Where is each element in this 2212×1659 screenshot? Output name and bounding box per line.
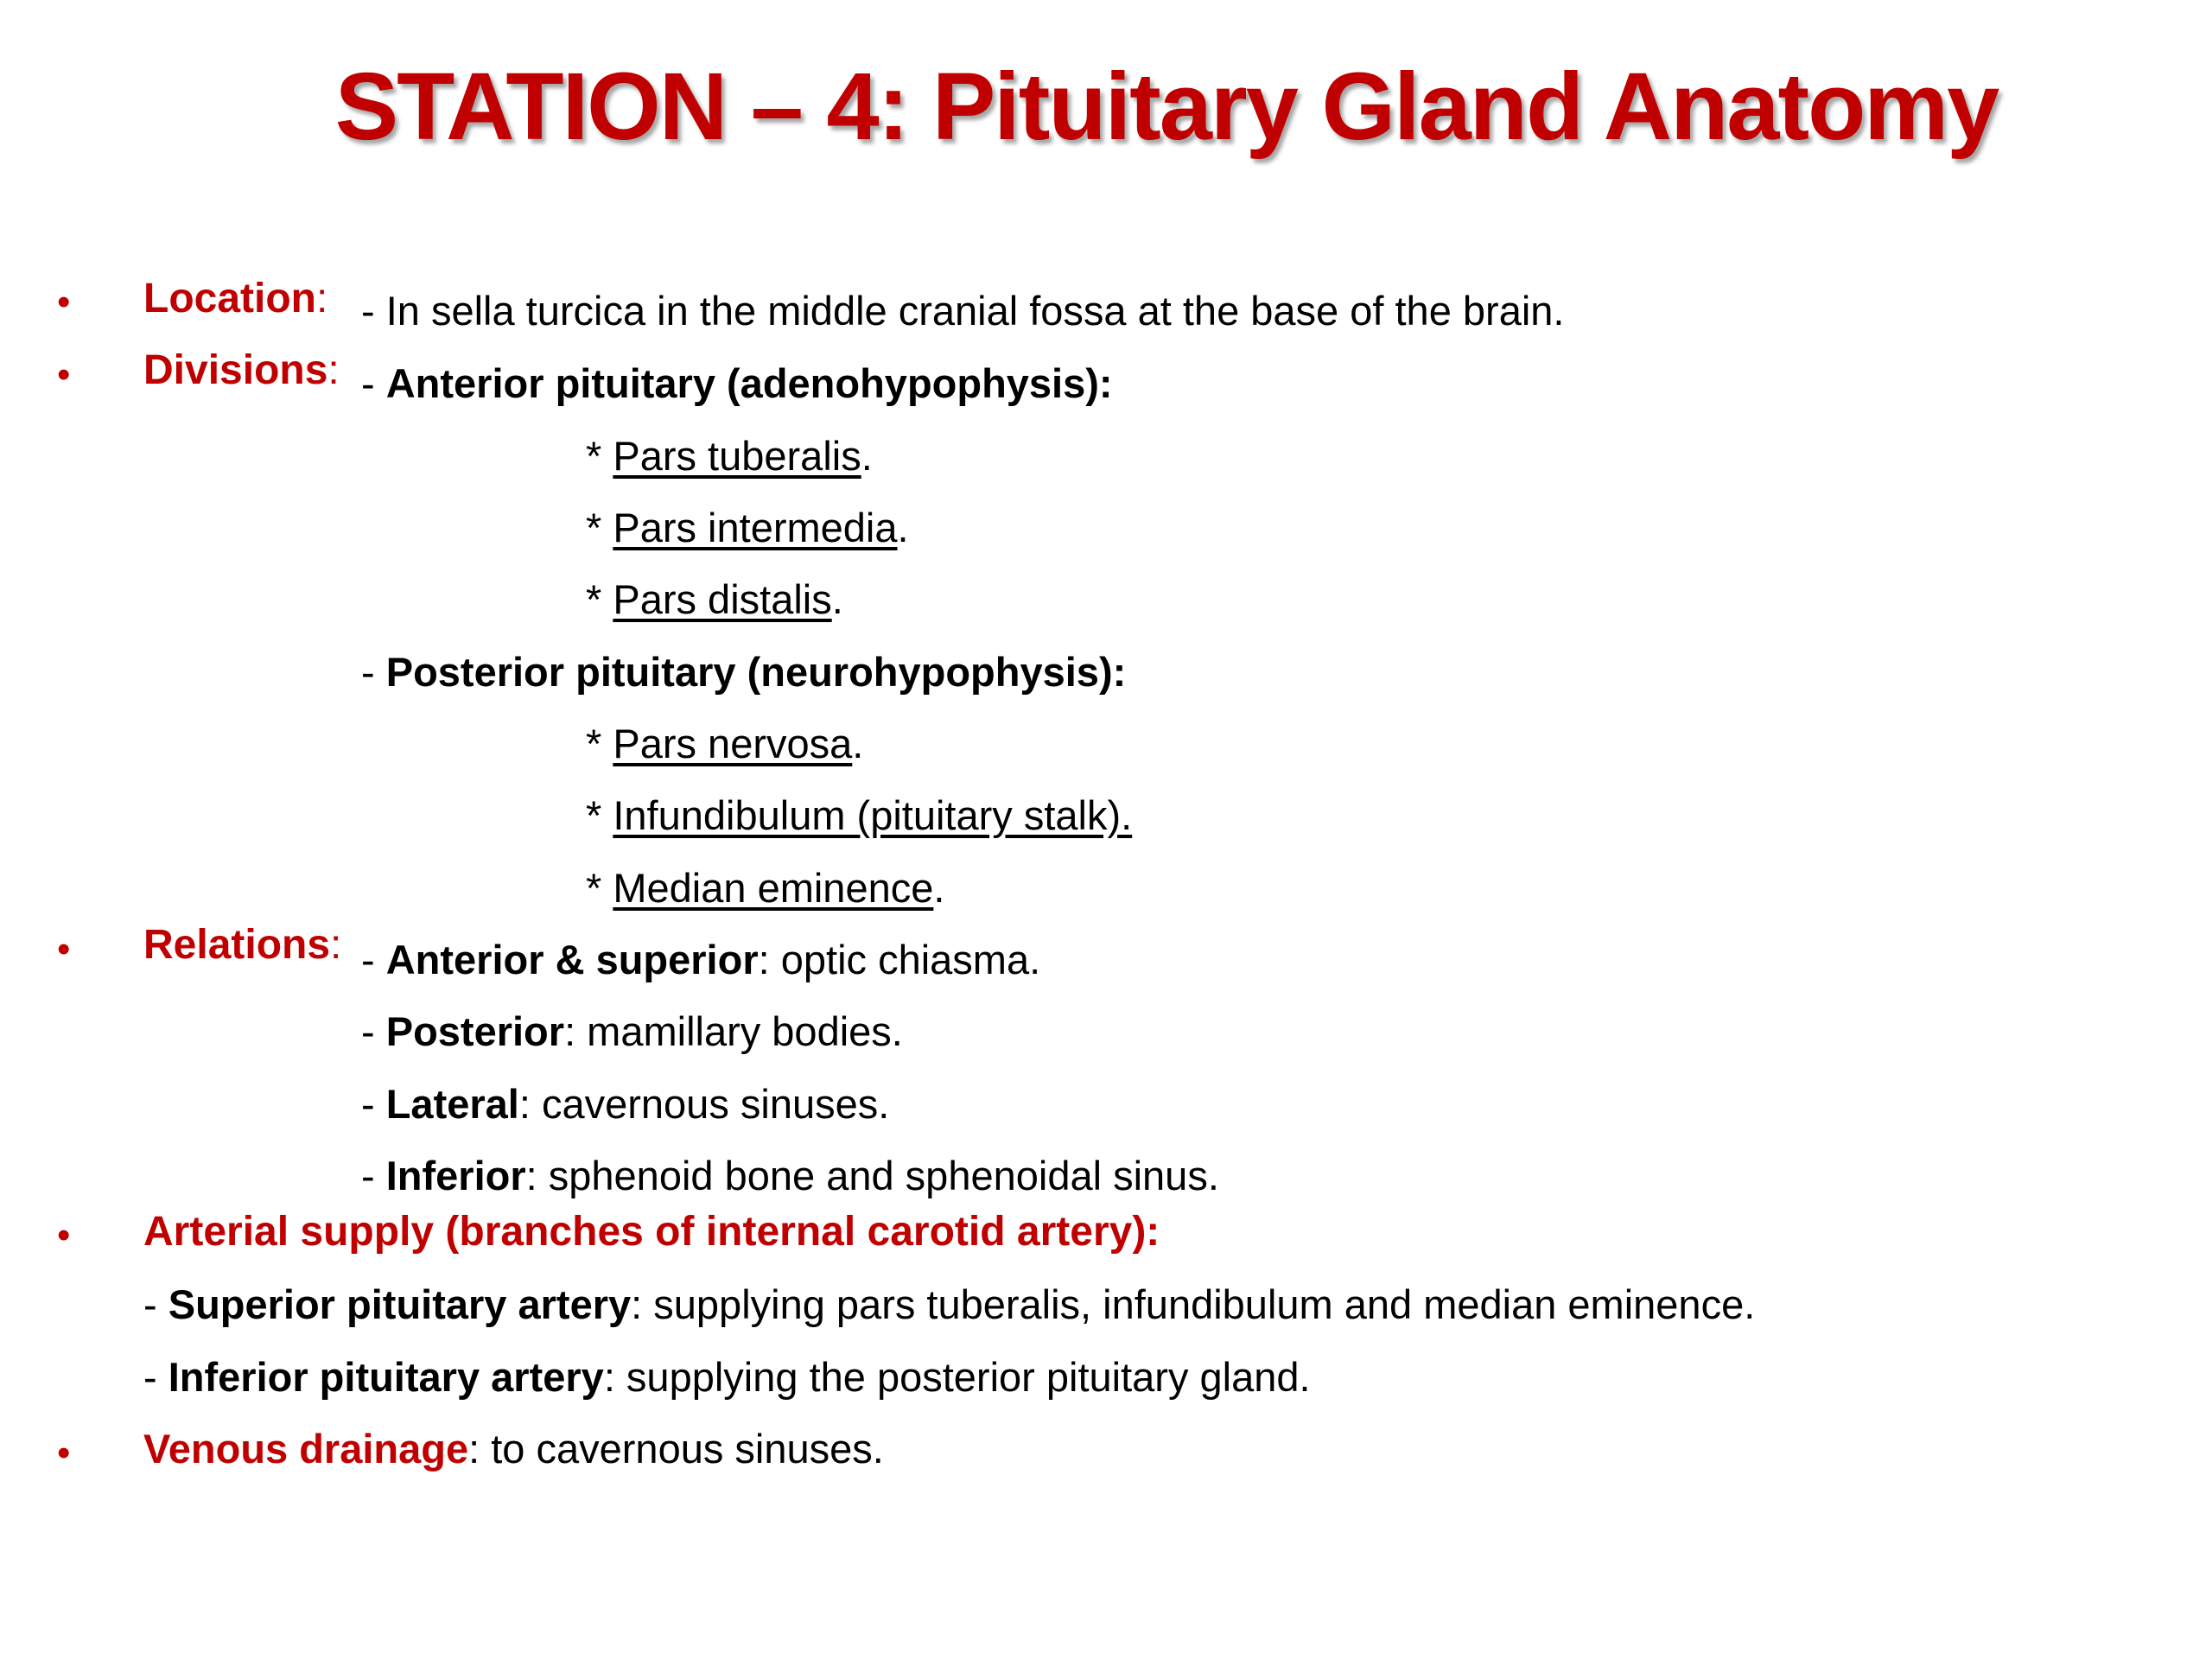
arterial-superior: - Superior pituitary artery: supplying pars tuberalis, infundibulum and median eminence. <box>143 1281 1756 1327</box>
relation-key: Posterior <box>385 1008 565 1054</box>
relation-key: Anterior & superior <box>385 937 759 982</box>
arterial-value: : supplying pars tuberalis, infundibulum and median eminence. <box>631 1281 1756 1327</box>
venous-line <box>143 1428 884 1469</box>
bullet-arterial: • <box>57 1214 71 1256</box>
anterior-item-1: * Pars tuberalis. <box>586 433 873 479</box>
anterior-heading: - Anterior pituitary (adenohypophysis): <box>361 360 1113 406</box>
bullet-location: • <box>57 281 71 323</box>
relation-value: : sphenoid bone and sphenoidal sinus. <box>525 1153 1219 1198</box>
posterior-heading-text: Posterior pituitary (neurohypophysis): <box>385 649 1127 695</box>
relation-posterior: - Posterior: mamillary bodies. <box>361 1008 903 1054</box>
relation-value: : optic chiasma. <box>758 937 1041 982</box>
anterior-heading-text: Anterior pituitary (adenohypophysis): <box>385 360 1113 406</box>
anterior-item-3: * Pars distalis. <box>586 576 843 622</box>
divisions-label-text: Divisions <box>143 347 328 393</box>
posterior-item-1-text: Pars nervosa <box>613 721 853 766</box>
relations-label: Relations: <box>143 922 342 968</box>
anterior-item-2: * Pars intermedia. <box>586 505 909 550</box>
arterial-key: Superior pituitary artery <box>168 1281 632 1327</box>
relation-value: : cavernous sinuses. <box>518 1081 890 1127</box>
divisions-label: Divisions: <box>143 347 340 393</box>
relation-value: : mamillary bodies. <box>564 1008 903 1054</box>
relation-key: Inferior <box>385 1153 526 1198</box>
arterial-heading: Arterial supply (branches of internal carotid artery): <box>143 1209 1160 1255</box>
arterial-key: Inferior pituitary artery <box>168 1354 604 1400</box>
posterior-item-2-text: Infundibulum (pituitary stalk). <box>613 792 1133 838</box>
location-text: - In sella turcica in the middle cranial fossa at the base of the brain. <box>361 288 1565 334</box>
posterior-heading: - Posterior pituitary (neurohypophysis): <box>361 649 1127 695</box>
bullet-relations: • <box>57 928 71 970</box>
posterior-item-3: * Median eminence. <box>586 865 945 911</box>
venous-label: Venous drainage <box>143 1426 469 1471</box>
arterial-inferior: - Inferior pituitary artery: supplying the posterior pituitary gland. <box>143 1354 1311 1400</box>
arterial-value: : supplying the posterior pituitary gland. <box>603 1354 1311 1400</box>
posterior-item-1: * Pars nervosa. <box>586 721 864 766</box>
location-label-text: Location <box>143 276 316 321</box>
relation-lateral: - Lateral: cavernous sinuses. <box>361 1081 890 1127</box>
relation-inferior: - Inferior: sphenoid bone and sphenoidal sinus. <box>361 1153 1219 1198</box>
venous-text: : to cavernous sinuses. <box>468 1426 884 1471</box>
relation-anterior-superior: - Anterior & superior: optic chiasma. <box>361 937 1041 982</box>
slide-title: STATION – 4: Pituitary Gland Anatomy <box>334 54 1999 160</box>
location-label: Location: <box>143 276 328 321</box>
anterior-item-3-text: Pars distalis <box>613 576 832 622</box>
anterior-item-1-text: Pars tuberalis <box>613 433 861 479</box>
posterior-item-3-text: Median eminence <box>613 865 934 911</box>
relation-key: Lateral <box>385 1081 519 1127</box>
posterior-item-2: * Infundibulum (pituitary stalk). <box>586 792 1133 838</box>
relations-label-text: Relations <box>143 922 331 968</box>
bullet-divisions: • <box>57 353 71 396</box>
anterior-item-2-text: Pars intermedia <box>613 505 898 550</box>
bullet-venous: • <box>57 1432 71 1474</box>
